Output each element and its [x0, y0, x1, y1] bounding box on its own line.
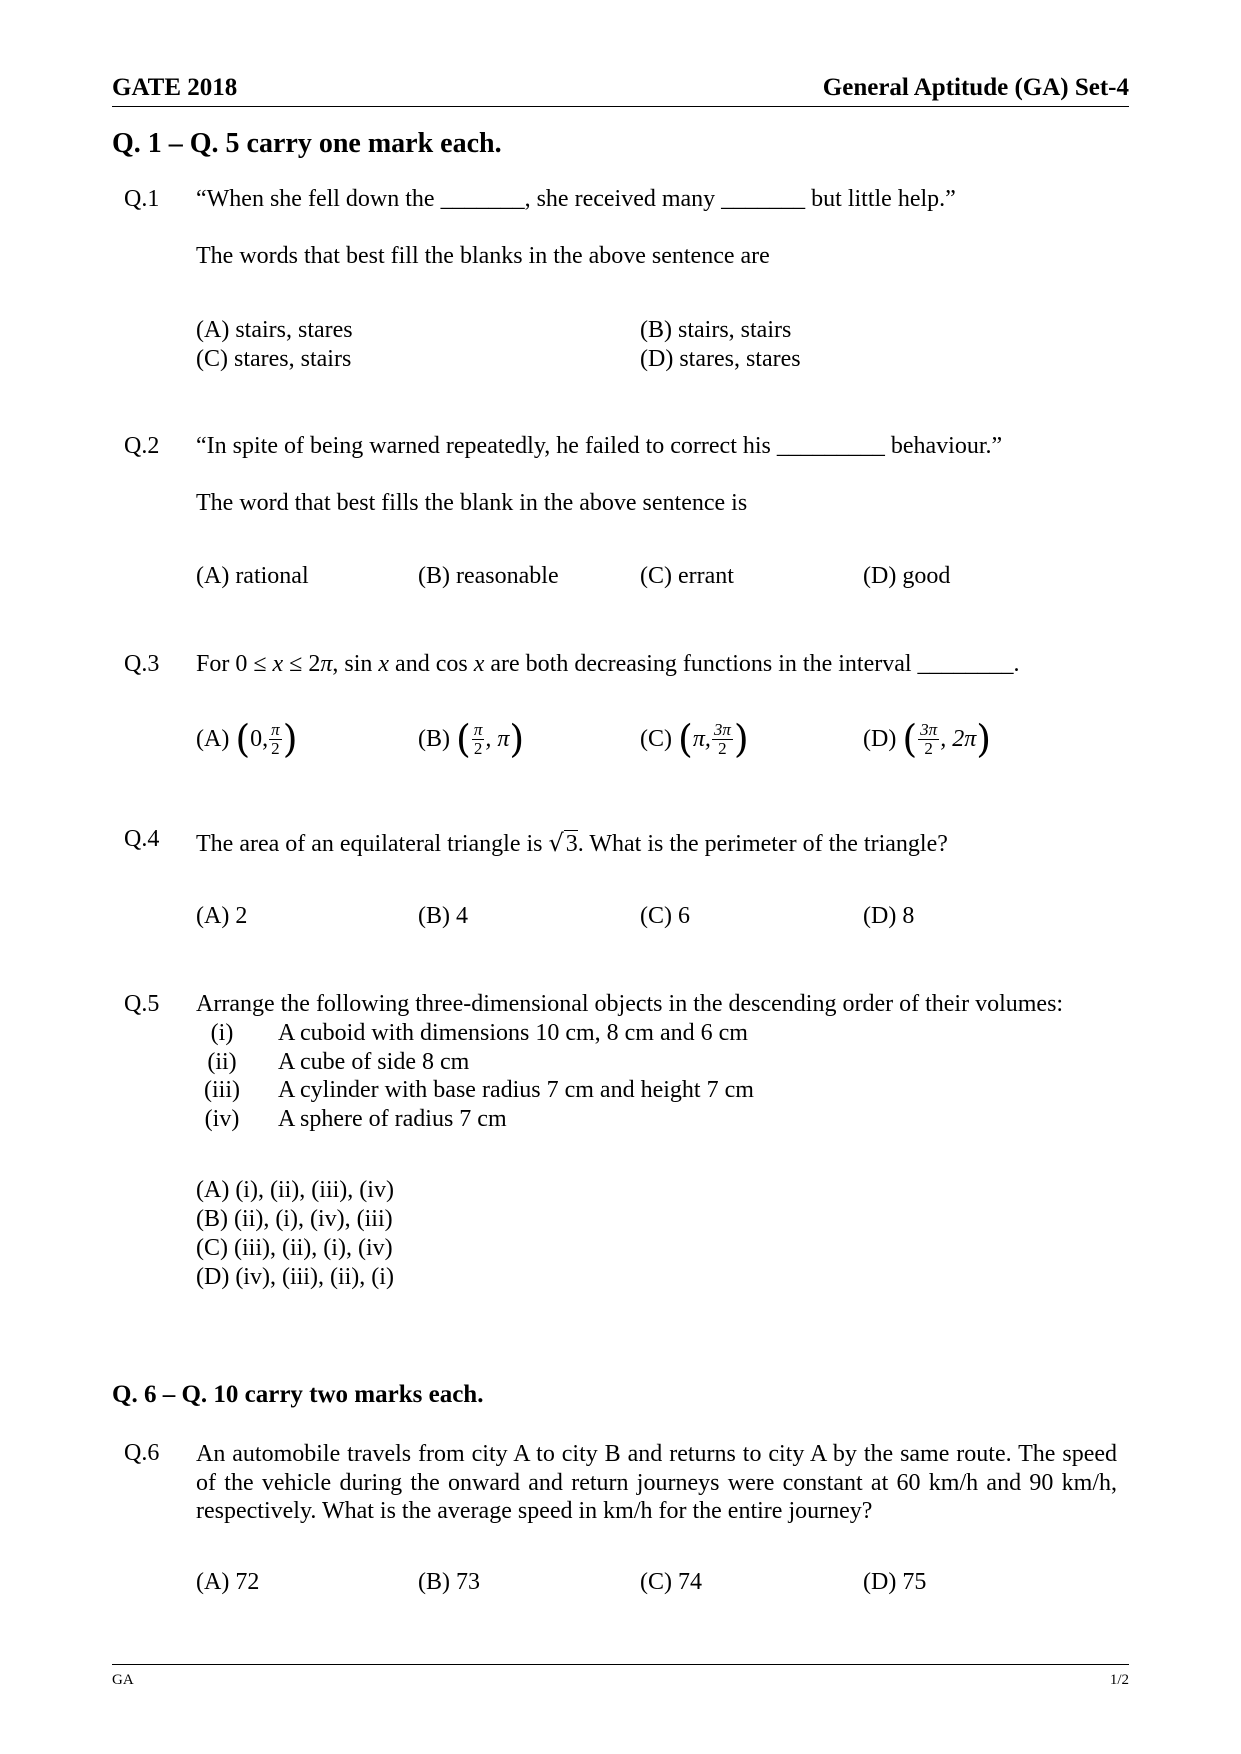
question-sentence: “In spite of being warned repeatedly, he failed to correct his _________ behaviour.”	[196, 433, 1003, 459]
option-d: (D) (iv), (iii), (ii), (i)	[196, 1264, 394, 1290]
math-variable: x	[378, 651, 390, 677]
option-b: (B) stairs, stairs	[640, 317, 792, 343]
question-prompt: The word that best fills the blank in the above sentence is	[196, 490, 748, 516]
header-exam-title: GATE 2018	[112, 74, 238, 101]
question-number: Q.4	[124, 826, 160, 852]
option-label: (B)	[418, 725, 450, 752]
option-label: (A)	[196, 725, 230, 752]
open-paren: (	[235, 717, 251, 761]
footer-subject-code: GA	[112, 1672, 134, 1688]
list-item-numeral: (i)	[210, 1020, 234, 1046]
option-a: (A) rational	[196, 563, 309, 589]
statement-part: For 0 ≤	[196, 651, 273, 677]
open-paren: (	[902, 717, 918, 761]
close-paren: )	[282, 717, 298, 761]
question-number: Q.3	[124, 651, 160, 677]
option-label: (C)	[640, 725, 672, 752]
option-a: (A) (i), (ii), (iii), (iv)	[196, 1177, 394, 1203]
fraction	[712, 721, 733, 758]
fraction-numerator: 3π	[713, 719, 731, 739]
question-prompt: Arrange the following three-dimensional objects in the descending order of their volumes:	[196, 991, 1064, 1017]
list-item-numeral: (ii)	[207, 1049, 237, 1075]
footer-page-number: 1/2	[1109, 1672, 1129, 1688]
option-b: (B) reasonable	[418, 563, 559, 589]
fraction-denominator: 2	[924, 738, 933, 758]
question-number: Q.2	[124, 433, 160, 459]
close-paren: )	[509, 717, 525, 761]
list-item: A cylinder with base radius 7 cm and height 7 cm	[278, 1077, 754, 1103]
fraction-denominator: 2	[271, 738, 280, 758]
statement-part: ≤ 2	[283, 651, 321, 677]
section-heading-one-mark: Q. 1 – Q. 5 carry one mark each.	[112, 128, 502, 159]
option-a: (A) 72	[196, 1569, 260, 1595]
option-d: (D) 8	[863, 903, 915, 929]
list-item: A cuboid with dimensions 10 cm, 8 cm and 6 cm	[278, 1020, 748, 1046]
interval-start: π,	[692, 725, 711, 752]
question-statement: An automobile travels from city A to city B and returns to city A by the same route. The speed of the vehicle during the onward and return journeys were constant at 60 km/h and 90 km/h, respectively. What is the average speed in km/h for the entire journey?	[196, 1441, 1117, 1524]
close-paren: )	[976, 717, 992, 761]
option-d: (D) good	[863, 563, 951, 589]
math-variable: x	[473, 651, 485, 677]
option-a	[196, 717, 298, 761]
interval-start: 0,	[250, 725, 269, 752]
option-a: (A) 2	[196, 903, 248, 929]
math-pi: π	[320, 651, 333, 677]
open-paren: (	[678, 717, 693, 761]
statement-part: , sin	[332, 651, 379, 677]
sqrt-sign: √	[548, 829, 564, 857]
option-d	[863, 717, 992, 761]
option-c: (C) 6	[640, 903, 690, 929]
option-b: (B) (ii), (i), (iv), (iii)	[196, 1206, 393, 1232]
statement-part: and cos	[389, 651, 474, 677]
statement-part: The area of an equilateral triangle is	[196, 831, 549, 857]
list-item: A cube of side 8 cm	[278, 1049, 470, 1075]
question-sentence: “When she fell down the _______, she received many _______ but little help.”	[196, 186, 956, 212]
fraction	[918, 721, 939, 758]
fraction-denominator: 2	[718, 738, 727, 758]
header-paper-title: General Aptitude (GA) Set-4	[822, 74, 1129, 101]
question-number: Q.6	[124, 1440, 160, 1466]
option-b: (B) 73	[418, 1569, 480, 1595]
footer-rule	[112, 1664, 1129, 1665]
fraction-denominator: 2	[473, 738, 483, 758]
question-statement	[196, 829, 948, 858]
option-b	[418, 717, 525, 761]
interval-end: , 2π	[940, 725, 977, 752]
interval-end: , π	[485, 725, 510, 752]
option-c: (C) stares, stairs	[196, 346, 352, 372]
question-statement	[196, 651, 1020, 678]
fraction-numerator: π	[271, 719, 280, 739]
option-d: (D) stares, stares	[640, 346, 801, 372]
option-c: (C) (iii), (ii), (i), (iv)	[196, 1235, 393, 1261]
list-item-numeral: (iii)	[204, 1077, 240, 1103]
fraction	[269, 721, 282, 758]
statement-part: are both decreasing functions in the interval ________.	[484, 651, 1020, 677]
option-c	[640, 717, 749, 761]
question-number: Q.5	[124, 991, 160, 1017]
sqrt-value: 3	[565, 831, 578, 857]
fraction-numerator: 3π	[920, 719, 938, 739]
option-label: (D)	[863, 725, 897, 752]
question-number: Q.1	[124, 186, 160, 212]
section-heading-two-marks: Q. 6 – Q. 10 carry two marks each.	[112, 1381, 484, 1408]
option-c: (C) 74	[640, 1569, 702, 1595]
fraction	[472, 721, 485, 758]
option-a: (A) stairs, stares	[196, 317, 353, 343]
option-c: (C) errant	[640, 563, 734, 589]
open-paren: (	[456, 717, 471, 761]
list-item-numeral: (iv)	[204, 1106, 240, 1132]
header-rule	[112, 106, 1129, 107]
fraction-numerator: π	[473, 719, 483, 739]
list-item: A sphere of radius 7 cm	[278, 1106, 507, 1132]
option-b: (B) 4	[418, 903, 468, 929]
question-prompt: The words that best fill the blanks in the above sentence are	[196, 243, 770, 269]
option-d: (D) 75	[863, 1569, 927, 1595]
close-paren: )	[733, 717, 749, 761]
math-variable: x	[272, 651, 284, 677]
statement-part: . What is the perimeter of the triangle?	[577, 831, 948, 857]
